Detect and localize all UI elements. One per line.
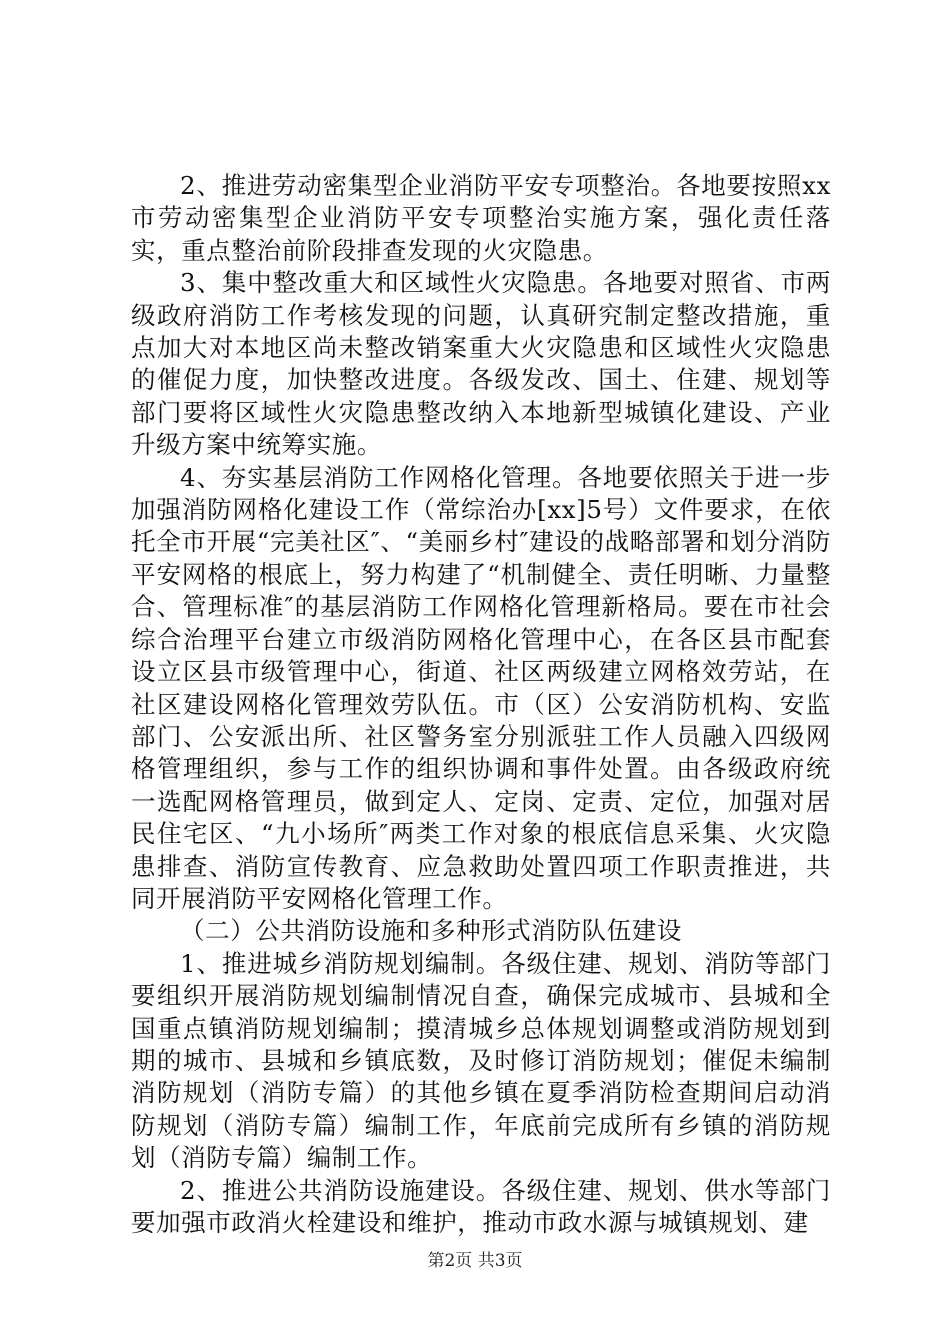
paragraph-3-major-hazards: 3、集中整改重大和区域性火灾隐患。各地要对照省、市两级政府消防工作考核发现的问题，认真研究制定整改措施，重点加大对本地区尚未整改销案重大火灾隐患和区域性火灾隐患的催促力度，加快整改进度。各级发改、国土、住建、规划等部门要将区域性火灾隐患整改纳入本地新型城镇化建设、产业升级方案中统筹实施。 xyxy=(131,268,831,460)
section-subheading: （二）公共消防设施和多种形式消防队伍建设 xyxy=(180,916,682,946)
paragraph-1-planning: 1、推进城乡消防规划编制。各级住建、规划、消防等部门要组织开展消防规划编制情况自查，确保完成城市、县城和全国重点镇消防规划编制；摸清城乡总体规划调整或消防规划到期的城市、县城和乡镇底数，及时修订消防规划；催促未编制消防规划（消防专篇）的其他乡镇在夏季消防检查期间启动消防规划（消防专篇）编制工作，年底前完成所有乡镇的消防规划（消防专篇）编制工作。 xyxy=(131,948,831,1173)
paragraph-2-public-facilities: 2、推进公共消防设施建设。各级住建、规划、供水等部门要加强市政消火栓建设和维护，推动市政水源与城镇规划、建 xyxy=(131,1175,831,1237)
paragraph-2-labor-intensive: 2、推进劳动密集型企业消防平安专项整治。各地要按照xx市劳动密集型企业消防平安专项整治实施方案，强化责任落实，重点整治前阶段排查发现的火灾隐患。 xyxy=(131,171,831,265)
document-body xyxy=(131,170,831,1239)
page-number-footer: 第2页 共3页 xyxy=(427,1251,523,1271)
paragraph-4-grid-management: 4、夯实基层消防工作网格化管理。各地要依照关于进一步加强消防网格化建设工作（常综治办[xx]5号）文件要求，在依托全市开展“完美社区″、“美丽乡村″建设的战略部署和划分消防平安网格的根底上，努力构建了“机制健全、责任明晰、力量整合、管理标准″的基层消防工作网格化管理新格局。要在市社会综合治理平台建立市级消防网格化管理中心，在各区县市配套设立区县市级管理中心，街道、社区两级建立网格效劳站，在社区建设网格化管理效劳队伍。市（区）公安消防机构、安监部门、公安派出所、社区警务室分别派驻工作人员融入四级网格管理组织，参与工作的组织协调和事件处置。由各级政府统一选配网格管理员，做到定人、定岗、定责、定位，加强对居民住宅区、“九小场所″两类工作对象的根底信息采集、火灾隐患排查、消防宣传教育、应急救助处置四项工作职责推进，共同开展消防平安网格化管理工作。 xyxy=(131,462,831,913)
